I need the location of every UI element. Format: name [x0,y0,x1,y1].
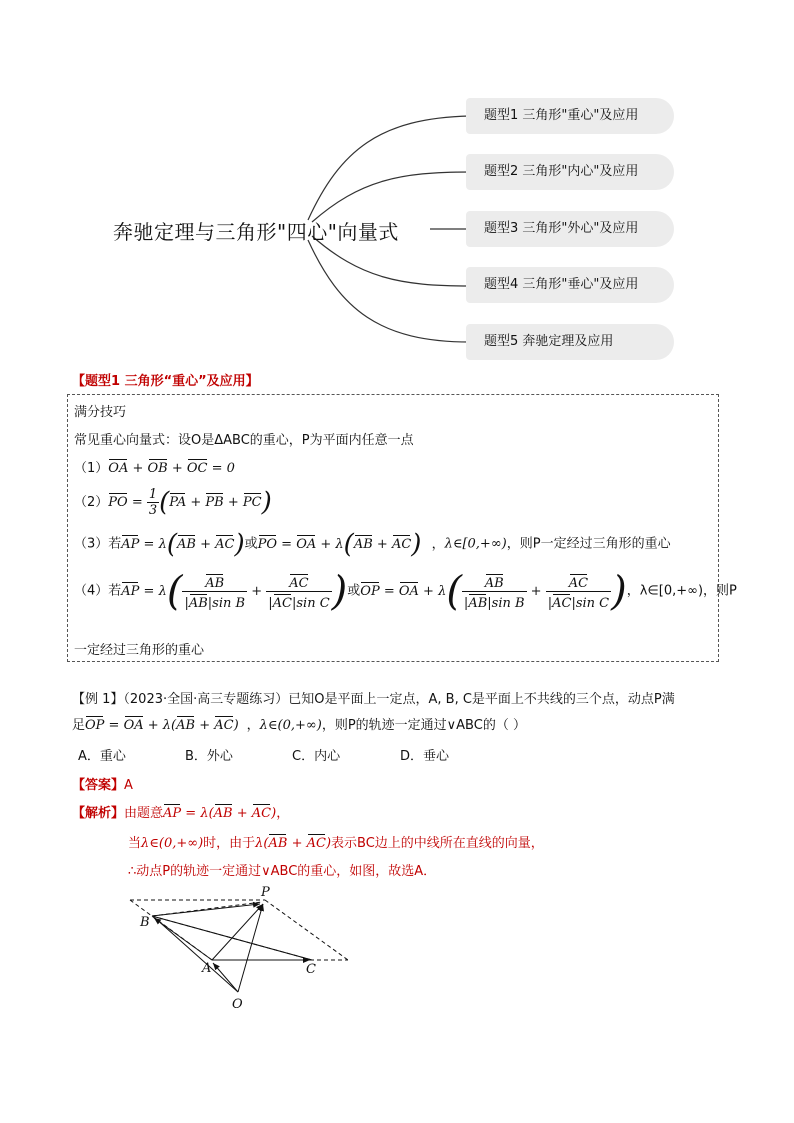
analysis-line3: ∴动点P的轨迹一定通过∨ABC的重心，如图，故选A． [128,864,437,879]
label-o: O [232,997,243,1012]
item1-formula: OA + OB + OC = 0 [108,461,235,476]
item4-label: （4）若 [74,583,122,599]
tips-item-2 [74,487,272,518]
label-a: A [202,961,212,976]
analysis-range: λ∈(0,+∞) [141,836,204,851]
analysis-label: 【解析】 [72,806,125,821]
item2-formula: PO = $\frac{1}{3}$ (PA + PB + PC) [108,487,272,518]
example1-range: λ∈(0,+∞) [259,718,322,733]
example1-text2-pre: 足 [72,718,86,733]
answer-label: 【答案】 [72,778,125,793]
option-d: D．垂心 [400,749,450,764]
analysis-formula1: AP = λ(AB + AC) [163,806,276,821]
example1-line2: 足OP = OA + λ(AB + AC) ，λ∈(0,+∞)，则P的轨迹一定通过∨ABC的（ ） [72,714,526,733]
example1-label: 【例 1】 [72,692,124,707]
mindmap-connectors [0,0,794,380]
item4-or: 或 [347,583,361,599]
answer-line [72,774,133,793]
tips-item-1 [74,457,235,476]
connector-1 [308,116,470,220]
option-a: A．重心 [78,749,126,764]
mindmap-center-title: 奔驰定理与三角形"四心"向量式 [113,220,399,244]
connector-5 [308,240,470,342]
item3-range: λ∈[0,+∞) [444,536,507,552]
label-p: P [261,885,270,900]
example1-formula: OP = OA + λ(AB + AC) [85,718,239,733]
label-c: C [306,962,316,977]
example1-text1: 已知O是平面上一定点，A, B, C是平面上不共线的三个点，动点P满 [288,692,675,707]
connector-2 [312,172,470,222]
item3-label: （3）若 [74,536,122,552]
item4-formula-a: AP = λ( $\frac{AB}{\text{|AB|sin B}}$ + $\frac{AC}{\text{|AC|sin C}}$ ) [121,568,348,614]
example1-source: （2023·全国·高三专题练习） [123,692,289,707]
option-b: B．外心 [185,749,233,764]
analysis-text2-pre: 当 [128,836,142,851]
item4-tail: ，λ∈[0,+∞)，则P [626,583,737,599]
mindmap-topic-1: 题型1 三角形"重心"及应用 [466,98,674,134]
analysis-text2-post: 表示BC边上的中线所在直线的向量， [331,836,544,851]
tips-intro: 常见重心向量式：设O是ΔABC的重心，P为平面内任意一点 [74,433,414,448]
tips-title: 满分技巧 [74,405,127,420]
mindmap-topic-5: 题型5 奔驰定理及应用 [466,324,674,360]
analysis-text1: 由题意 [124,806,164,821]
option-c: C．内心 [292,749,341,764]
item1-label: （1） [74,461,109,476]
analysis-text2-mid: 时，由于 [203,836,256,851]
item3-or: 或 [244,536,258,552]
analysis-line1: 【解析】由题意AP = λ(AB + AC)， [72,802,289,821]
answer-value: A [124,778,133,793]
tips-item-4 [74,568,737,614]
analysis-line2 [128,832,544,851]
example1-line1 [72,688,675,707]
item2-label: （2） [74,495,109,510]
example1-text2-post: ，则P的轨迹一定通过∨ABC的（ ） [321,718,526,733]
label-b: B [140,915,150,930]
mindmap-topic-2: 题型2 三角形"内心"及应用 [466,154,674,190]
section-heading: 【题型1 三角形“重心”及应用】 [72,374,259,389]
analysis-formula2: λ(AB + AC) [255,836,331,851]
mindmap-topic-3: 题型3 三角形"外心"及应用 [466,211,674,247]
item4-formula-b: OP = OA + λ( $\frac{AB}{\text{|AB|sin B}}$ + $\frac{AC}{\text{|AC|sin C}}$ ) [360,568,627,614]
item3-formula-a: AP = λ(AB + AC) [121,529,245,559]
item3-formula-b: PO = OA + λ(AB + AC) [257,529,422,559]
item3-tail: ，则P一定经过三角形的重心 [506,536,671,552]
geometry-figure [120,880,360,1015]
tips-box [67,394,737,662]
tips-item-4-cont: 一定经过三角形的重心 [74,643,205,658]
mindmap-topic-4: 题型4 三角形"垂心"及应用 [466,267,674,303]
tips-item-3: （3）若AP = λ(AB + AC)或PO = OA + λ(AB + AC) ，λ∈[0,+∞)，则P一定经过三角形的重心 [74,529,671,559]
